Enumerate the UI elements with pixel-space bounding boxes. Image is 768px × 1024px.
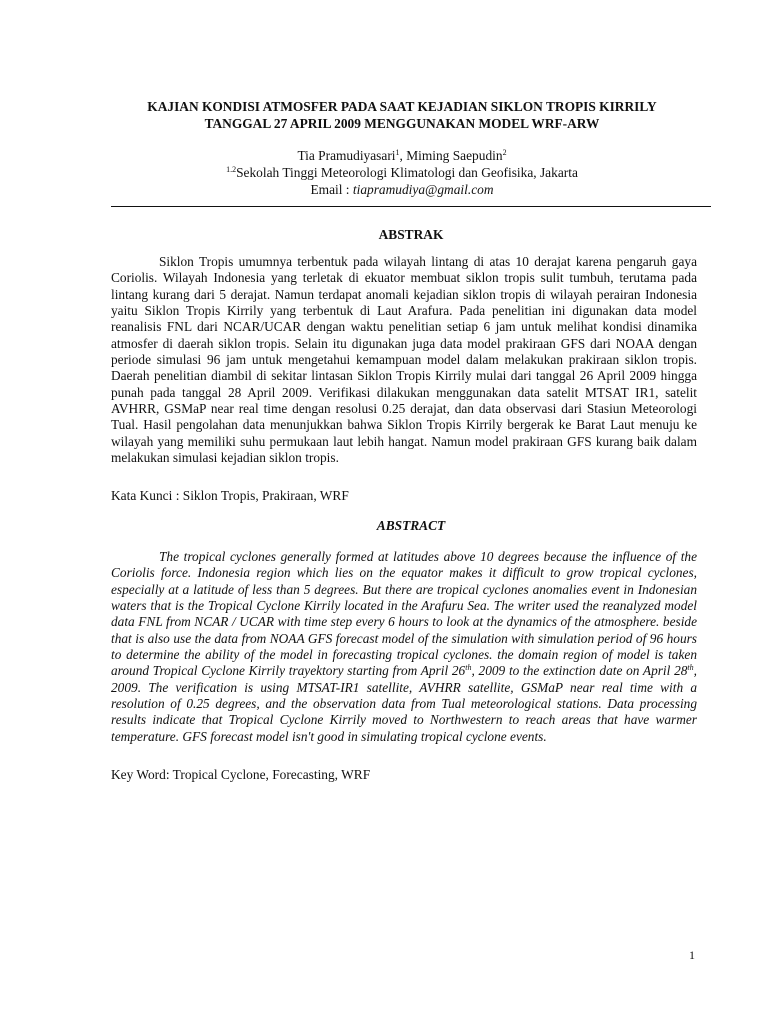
page-number: 1: [689, 948, 695, 962]
email-label: Email :: [310, 182, 353, 197]
title-line-1: KAJIAN KONDISI ATMOSFER PADA SAAT KEJADIAN SIKLON TROPIS KIRRILY: [147, 99, 657, 114]
abstrak-body: Siklon Tropis umumnya terbentuk pada wilayah lintang di atas 10 derajat karena pengaruh gaya Coriolis. Wilayah Indonesia yang terletak di ekuator membuat siklon tropis sulit tumbuh, terutama pada lintang kurang dari 5 derajat. Namun terdapat anomali kejadian siklon tropis di wilayah perairan Indonesia yaitu Siklon Tropis Kirrily yang terbentuk di Laut Arafura. Pada penelitian ini digunakan data model reanalisis FNL dari NCAR/UCAR dengan waktu penelitian setiap 6 jam untuk melihat kondisi dinamika atmosfer di daerah siklon tropis. Selain itu digunakan juga data model prakiraan GFS dari NOAA dengan periode simulasi 96 jam untuk mengetahui kemampuan model dalam melakukan prakiraan siklon tropis. Daerah penelitian diambil di sekitar lintasan Siklon Tropis Kirrily mulai dari tanggal 26 April 2009 hingga punah pada tanggal 28 April 2009. Verifikasi dilakukan menggunakan data satelit MTSAT IR1, satelit AVHRR, GSMaP near real time dengan resolusi 0.25 derajat, dan data observasi dari Stasiun Meteorologi Tual. Hasil pengolahan data menunjukkan bahwa Siklon Tropis Kirrily bergerak ke Barat Laut menuju ke wilayah yang memiliki suhu permukaan laut lebih hangat. Namun model prakiraan GFS kurang baik dalam melakukan simulasi kejadian siklon tropis.: [111, 254, 697, 466]
ordinal-superscript: th: [465, 663, 472, 673]
affiliation-mark: 1.2: [226, 165, 237, 174]
abstract-text-part: , 2009 to the extinction date on April 28: [471, 663, 688, 679]
abstract-body: [111, 549, 697, 745]
author-affiliation-mark: 2: [502, 148, 507, 157]
author-email: [100, 181, 704, 198]
kata-kunci: Kata Kunci : Siklon Tropis, Prakiraan, WRF: [111, 488, 349, 503]
author-affiliation: [100, 164, 704, 181]
affiliation-text: Sekolah Tinggi Meteorologi Klimatologi dan Geofisika, Jakarta: [236, 165, 578, 180]
abstract-heading: ABSTRACT: [376, 518, 446, 533]
author-name: Tia Pramudiyasari: [297, 148, 396, 163]
author-name: Miming Saepudin: [406, 148, 503, 163]
author-separator: ,: [399, 148, 407, 163]
abstrak-heading: ABSTRAK: [378, 227, 444, 242]
author-affiliation-mark: 1: [395, 148, 400, 157]
abstract-text-part: The tropical cyclones generally formed at latitudes above 10 degrees because the influence of the Coriolis force. Indonesia region which lies on the equator makes it difficult to grow tropical cyclones, especially at a latitude of less than 5 degrees. But there are tropical cyclones anomalies event in Indonesian waters that is the Tropical Cyclone Kirrily located in the Arafuru Sea. The writer used the reanalyzed model data FNL from NCAR / UCAR with time step every 6 hours to look at the dynamics of the atmosphere. beside that is also use the data from NOAA GFS forecast model of the simulation with simulation period of 96 hours to determine the ability of the model in forecasting tropical cyclones. the domain region of model is taken around Tropical Cyclone Kirrily trayektory starting from April 26: [111, 549, 697, 679]
paper-title: [100, 98, 704, 132]
ordinal-superscript: th: [687, 663, 694, 673]
abstract-text-part: , 2009. The verification is using MTSAT-IR1 satellite, AVHRR satellite, GSMaP near real time with a resolution of 0.25 degrees, and the observation data from Tual meteorological stations. Data processing results indicate that Tropical Cyclone Kirrily moved to Northwestern to reach areas that have warmer temperature. GFS forecast model isn't good in simulating tropical cyclone events.: [111, 663, 697, 744]
header-divider: [111, 206, 711, 207]
email-address: tiapramudiya@gmail.com: [352, 182, 494, 197]
title-line-2: TANGGAL 27 APRIL 2009 MENGGUNAKAN MODEL WRF-ARW: [204, 116, 600, 131]
key-words: Key Word: Tropical Cyclone, Forecasting, WRF: [111, 767, 371, 782]
author-list: [100, 147, 704, 164]
